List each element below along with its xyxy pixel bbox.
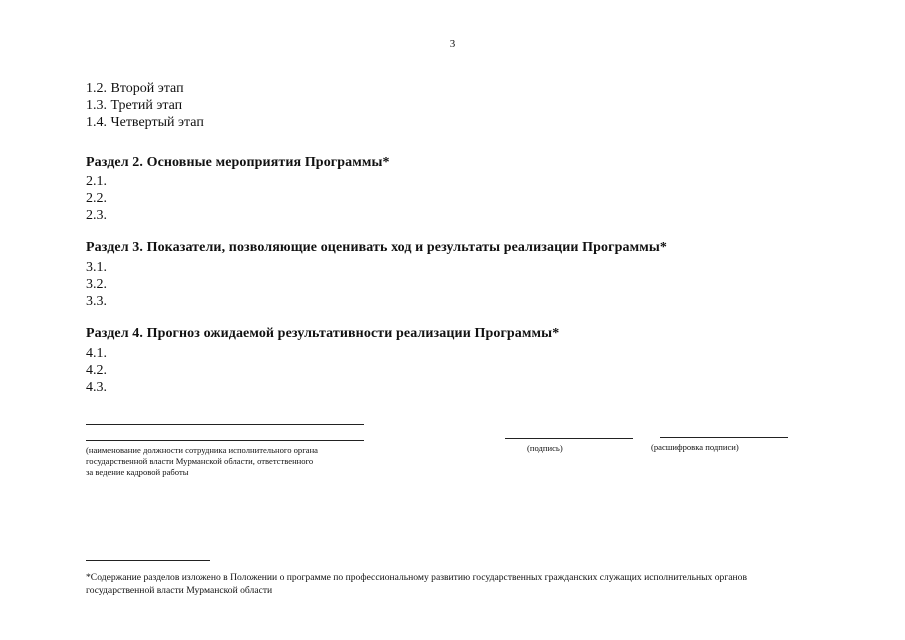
position-line-upper [86,424,364,425]
position-caption-line: государственной власти Мурманской области, ответственного [86,456,314,466]
section-3-item: 3.1. [86,260,107,275]
position-caption-line: (наименование должности сотрудника исполнительного органа [86,445,318,455]
stage-item: 1.2. Второй этап [86,81,184,96]
stage-item: 1.4. Четвертый этап [86,115,204,130]
footnote [86,571,864,597]
section-2-item: 2.3. [86,208,107,223]
section-3-heading: Раздел 3. Показатели, позволяющие оценивать ход и результаты реализации Программы* [86,240,667,255]
signature-line [505,438,633,439]
signature-caption: (подпись) [527,443,563,453]
decoding-caption: (расшифровка подписи) [651,442,739,452]
section-2-heading: Раздел 2. Основные мероприятия Программы* [86,155,390,170]
section-4-item: 4.1. [86,346,107,361]
position-caption [86,445,318,478]
page-number: 3 [449,38,456,50]
section-2-item: 2.1. [86,174,107,189]
section-3-item: 3.3. [86,294,107,309]
decoding-line [660,437,788,438]
section-4-item: 4.3. [86,380,107,395]
footnote-line: *Содержание разделов изложено в Положении о программе по профессиональному развитию государственных гражданских служащих исполнительных органов [86,572,747,583]
stage-item: 1.3. Третий этап [86,98,183,113]
footnote-separator [86,560,210,561]
section-4-heading: Раздел 4. Прогноз ожидаемой результативности реализации Программы* [86,326,560,341]
section-3-item: 3.2. [86,277,107,292]
position-caption-line: за ведение кадровой работы [86,467,189,477]
section-2-item: 2.2. [86,191,107,206]
section-4-item: 4.2. [86,363,107,378]
footnote-line: государственной власти Мурманской области [86,585,273,596]
position-line-lower [86,440,364,441]
